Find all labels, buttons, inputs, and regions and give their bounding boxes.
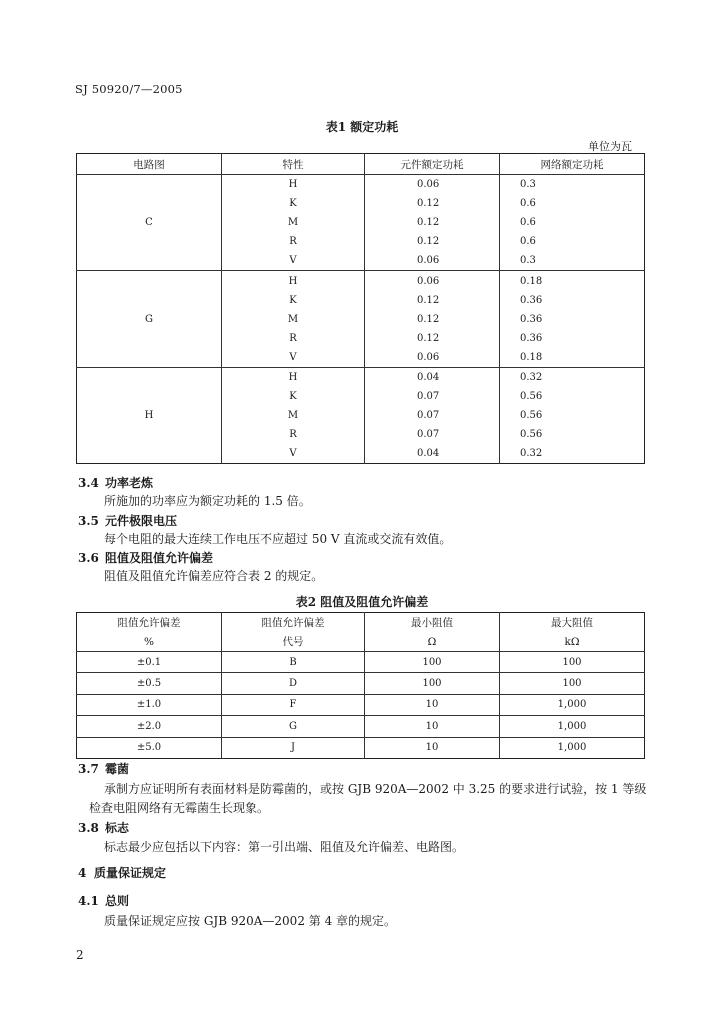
- table2-header-row-2: [77, 632, 645, 652]
- table1-element-power-cell: 0.06: [365, 271, 500, 291]
- table2-code-cell: F: [222, 694, 365, 715]
- table1-network-power-cell: 0.36: [520, 313, 543, 325]
- table1-element-power-cell: 0.07: [365, 425, 500, 444]
- table2-col-code: 阻值允许偏差: [222, 613, 365, 633]
- table1-element-power-cell: 0.06: [365, 251, 500, 271]
- section-3-7-text-line1: 承制方应证明所有表面材料是防霉菌的，或按 GJB 920A—2002 中 3.25 的要求进行试验，按 1 等级: [104, 782, 647, 796]
- table1-characteristic-cell: K: [222, 291, 365, 310]
- table1-network-power-cell: 0.18: [500, 271, 645, 291]
- table1-element-power-cell: 0.12: [365, 291, 500, 310]
- section-3-7-text-line2: 检查电阻网络有无霉菌生长现象。: [89, 801, 270, 815]
- table1-element-power-cell: 0.06: [365, 175, 500, 195]
- resistance-tolerance-table: [76, 612, 645, 759]
- table1-network-power-cell: 0.36: [520, 332, 543, 344]
- table1-row: [77, 175, 645, 195]
- table1-header-row: [77, 154, 645, 175]
- table1-network-power-cell: 0.3: [520, 179, 536, 191]
- table2-code-cell: J: [222, 737, 365, 758]
- table2-max-cell: 100: [500, 673, 645, 694]
- table1-network-power-cell: 0.56: [520, 429, 543, 441]
- table2-col-max: 最大阻值: [551, 617, 593, 629]
- table2-tolerance-cell: ±0.1: [77, 652, 222, 673]
- table2-max-cell: 1,000: [500, 716, 645, 737]
- table2-col-tolerance: 阻值允许偏差: [77, 613, 222, 633]
- table2-row: [77, 673, 645, 694]
- table1-network-power-cell: 0.6: [520, 198, 536, 210]
- table2-row: [77, 652, 645, 673]
- section-4-heading: 4 质量保证规定: [78, 866, 167, 880]
- table2-caption: 表2 阻值及阻值允许偏差: [295, 595, 429, 609]
- table1-network-power-cell: 0.32: [500, 367, 645, 387]
- table1-element-power-cell: 0.12: [365, 310, 500, 329]
- table1-characteristic-cell: V: [222, 444, 365, 464]
- table1-col-element-power: 元件额定功耗: [365, 154, 500, 175]
- table2-tolerance-cell: ±2.0: [77, 716, 222, 737]
- table1-circuit-cell: C: [77, 175, 222, 271]
- table2-row: [77, 694, 645, 715]
- table2-tolerance-cell: ±1.0: [77, 694, 222, 715]
- table1-element-power-cell: 0.07: [365, 387, 500, 406]
- section-3-6-heading: 3.6 阻值及阻值允许偏差: [78, 551, 214, 565]
- table1-row: [77, 367, 645, 387]
- table1-network-power-cell: 0.56: [520, 391, 543, 403]
- table1-network-power-cell: 0.18: [520, 351, 543, 363]
- table1-characteristic-cell: R: [222, 232, 365, 251]
- section-3-5-text: 每个电阻的最大连续工作电压不应超过 50 V 直流或交流有效值。: [104, 532, 452, 546]
- table1-element-power-cell: 0.06: [365, 348, 500, 368]
- table2-min-cell: 10: [365, 716, 500, 737]
- table1-element-power-cell: 0.04: [365, 444, 500, 464]
- table1-characteristic-cell: R: [222, 329, 365, 348]
- table2-code-cell: B: [222, 652, 365, 673]
- section-4-1-text: 质量保证规定应按 GJB 920A—2002 第 4 章的规定。: [104, 914, 397, 928]
- table2-code-cell: D: [222, 673, 365, 694]
- table1-characteristic-cell: H: [222, 367, 365, 387]
- table2-min-cell: 100: [365, 673, 500, 694]
- table2-row: [77, 737, 645, 758]
- table2-unit-percent: %: [77, 632, 222, 652]
- table1-element-power-cell: 0.07: [365, 406, 500, 425]
- table2-code-cell: G: [222, 716, 365, 737]
- table1-element-power-cell: 0.04: [365, 367, 500, 387]
- table1-characteristic-cell: R: [222, 425, 365, 444]
- table2-col-min: 最小阻值: [365, 613, 500, 633]
- table2-min-cell: 10: [365, 737, 500, 758]
- section-3-7-heading: 3.7 霉菌: [78, 762, 130, 776]
- table2-row: [77, 716, 645, 737]
- table1-network-power-cell: 0.6: [520, 217, 536, 229]
- section-3-4-text: 所施加的功率应为额定功耗的 1.5 倍。: [104, 494, 311, 508]
- table1-col-circuit: 电路图: [77, 154, 222, 175]
- table1-characteristic-cell: M: [222, 406, 365, 425]
- table1-characteristic-cell: M: [222, 310, 365, 329]
- table1-network-power-cell: 0.6: [520, 236, 536, 248]
- table1-characteristic-cell: H: [222, 175, 365, 195]
- table1-characteristic-cell: M: [222, 213, 365, 232]
- table1-characteristic-cell: V: [222, 348, 365, 368]
- table1-circuit-cell: H: [77, 367, 222, 463]
- table1-characteristic-cell: H: [222, 271, 365, 291]
- table1-characteristic-cell: K: [222, 387, 365, 406]
- table1-characteristic-cell: V: [222, 251, 365, 271]
- table1-network-power-cell: 0.3: [520, 255, 536, 267]
- section-3-5-heading: 3.5 元件极限电压: [78, 514, 178, 528]
- table2-max-cell: 100: [500, 652, 645, 673]
- table1-element-power-cell: 0.12: [365, 329, 500, 348]
- table1-network-power-cell: 0.32: [520, 448, 543, 460]
- table2-min-cell: 100: [365, 652, 500, 673]
- table1-col-network-power: 网络额定功耗: [500, 154, 645, 175]
- table2-unit-ohm: Ω: [365, 632, 500, 652]
- section-3-6-text: 阻值及阻值允许偏差应符合表 2 的规定。: [104, 569, 324, 583]
- table2-max-cell: 1,000: [500, 737, 645, 758]
- table1-network-power-cell: 0.56: [520, 410, 543, 422]
- section-3-4-heading: 3.4 功率老炼: [78, 476, 154, 490]
- table2-unit-kohm: kΩ: [500, 632, 645, 652]
- section-3-8-text: 标志最少应包括以下内容：第一引出端、阻值及允许偏差、电路图。: [104, 840, 465, 854]
- table1-unit: 单位为瓦: [588, 140, 632, 153]
- table1-caption: 表1 额定功耗: [325, 120, 399, 134]
- table1-element-power-cell: 0.12: [365, 213, 500, 232]
- table2-max-cell: 1,000: [500, 694, 645, 715]
- section-4-1-heading: 4.1 总则: [78, 894, 130, 908]
- table2-unit-code: 代号: [222, 632, 365, 652]
- table1-element-power-cell: 0.12: [365, 194, 500, 213]
- table2-tolerance-cell: ±0.5: [77, 673, 222, 694]
- table1-characteristic-cell: K: [222, 194, 365, 213]
- table1-col-characteristic: 特性: [222, 154, 365, 175]
- table1-circuit-cell: G: [77, 271, 222, 367]
- table1-element-power-cell: 0.12: [365, 232, 500, 251]
- table2-min-cell: 10: [365, 694, 500, 715]
- table1-network-power-cell: 0.36: [520, 294, 543, 306]
- document-number: SJ 50920/7—2005: [75, 82, 183, 96]
- table2-header-row-1: [77, 613, 645, 633]
- table2-tolerance-cell: ±5.0: [77, 737, 222, 758]
- page-number: 2: [76, 948, 84, 962]
- power-rating-table: [76, 153, 645, 464]
- table1-row: [77, 271, 645, 291]
- section-3-8-heading: 3.8 标志: [78, 821, 130, 835]
